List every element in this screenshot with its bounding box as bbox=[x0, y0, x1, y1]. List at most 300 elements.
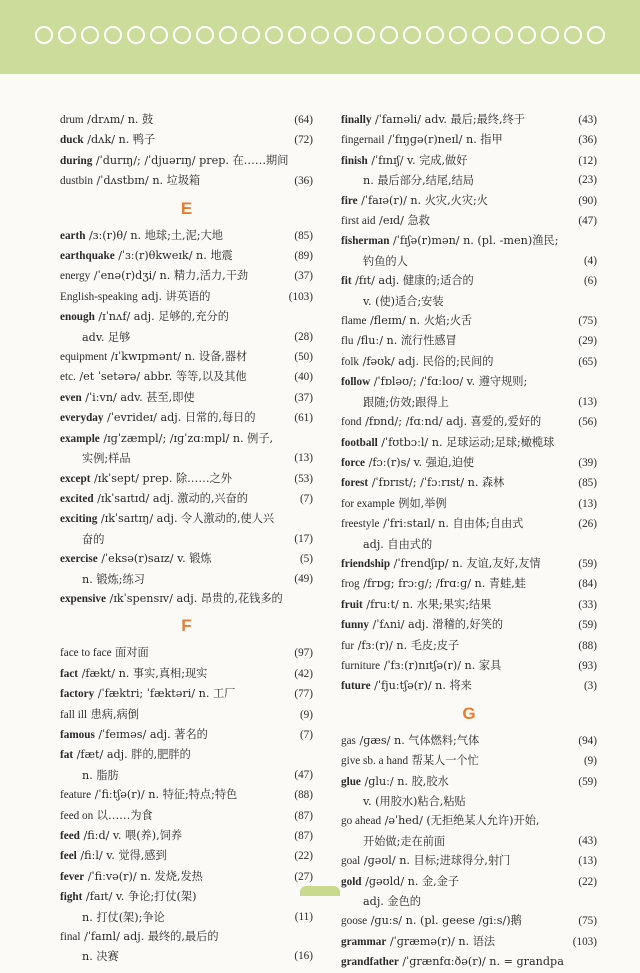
definition: /ˈfjuːtʃə(r)/ n. 将来 bbox=[370, 679, 472, 693]
headword: feed on bbox=[60, 809, 94, 822]
page-ref: (103) bbox=[572, 935, 597, 948]
definition: /fɪt/ adj. 健康的;适合的 bbox=[351, 274, 474, 288]
entry-continuation bbox=[341, 535, 597, 554]
entry-continuation bbox=[60, 908, 313, 927]
dictionary-entry bbox=[60, 347, 313, 367]
decorative-circles bbox=[0, 26, 640, 52]
dictionary-entry bbox=[341, 636, 597, 656]
definition: /ˈɜː(r)θkweɪk/ n. 地震 bbox=[114, 249, 233, 263]
definition: /ɡuːs/ n. (pl. geese /ɡiːs/)鹅 bbox=[367, 914, 522, 928]
circle-ornament bbox=[495, 26, 513, 44]
continuation-text: n. 打仗(架);争论 bbox=[82, 910, 165, 924]
headword: fruit bbox=[341, 598, 363, 611]
circle-ornament bbox=[564, 26, 582, 44]
page-ref: (93) bbox=[578, 659, 597, 672]
definition: /ˈfʌni/ adj. 滑稽的,好笑的 bbox=[369, 618, 504, 632]
dictionary-entry bbox=[60, 110, 313, 130]
headword: fall ill bbox=[60, 708, 88, 721]
definition: /ˈiːvn/ adv. 甚至,即使 bbox=[81, 390, 195, 404]
dictionary-entry bbox=[60, 725, 313, 745]
headword: drum bbox=[60, 114, 84, 126]
page-ref: (94) bbox=[578, 734, 597, 747]
definition: /ˈenə(r)dʒi/ n. 精力,活力,干劲 bbox=[90, 269, 249, 283]
definition: 患病,病倒 bbox=[87, 707, 139, 721]
headword: fond bbox=[341, 416, 362, 429]
headword: freestyle bbox=[341, 518, 380, 531]
headword: fact bbox=[60, 667, 79, 680]
dictionary-entry bbox=[341, 751, 597, 771]
page-ref: (87) bbox=[294, 830, 313, 842]
headword: finally bbox=[341, 114, 372, 126]
definition: /ˈeksə(r)saɪz/ v. 锻炼 bbox=[97, 552, 212, 566]
definition: /ˈevrideɪ/ adj. 日常的,每日的 bbox=[103, 411, 256, 425]
circle-ornament bbox=[58, 26, 76, 44]
page-ref: (7) bbox=[299, 728, 313, 741]
page-ref: (103) bbox=[288, 290, 313, 303]
headword: go ahead bbox=[341, 815, 382, 828]
page-ref: (13) bbox=[578, 497, 597, 510]
headword: grammar bbox=[341, 935, 387, 948]
headword: except bbox=[60, 472, 91, 485]
dictionary-entry bbox=[60, 469, 313, 489]
headword: equipment bbox=[60, 351, 108, 364]
definition: /ˈfrendʃɪp/ n. 友谊,友好,友情 bbox=[390, 556, 541, 570]
dictionary-entry bbox=[60, 408, 313, 428]
page-ref: (53) bbox=[294, 472, 313, 485]
left-column bbox=[60, 110, 313, 967]
dictionary-entry bbox=[341, 130, 597, 150]
circle-ornament bbox=[357, 26, 375, 44]
headword: fight bbox=[60, 891, 83, 904]
headword: fat bbox=[60, 749, 74, 762]
definition: /ɪɡˈzæmpl/; /ɪɡˈzɑːmpl/ n. 例子, bbox=[99, 431, 274, 445]
page-ref: (5) bbox=[299, 553, 313, 566]
headword: friendship bbox=[341, 557, 391, 570]
circle-ornament bbox=[35, 26, 53, 44]
dictionary-entry bbox=[60, 509, 313, 529]
definition: /fəʊk/ adj. 民俗的;民间的 bbox=[359, 354, 494, 368]
definition: /ɡluː/ n. 胶,胶水 bbox=[360, 774, 449, 788]
headword: finish bbox=[341, 154, 368, 167]
headword: fire bbox=[341, 194, 358, 207]
definition: /ɜː(r)θ/ n. 地球;土,泥;大地 bbox=[85, 228, 223, 242]
headword: future bbox=[341, 680, 371, 693]
definition: /ˈfiːvə(r)/ n. 发烧,发热 bbox=[84, 869, 203, 883]
definition: /ɪkˈsaɪtɪd/ adj. 激动的,兴奋的 bbox=[93, 491, 248, 505]
continuation-text: n. 脂肪 bbox=[82, 768, 119, 782]
headword: goal bbox=[341, 855, 361, 868]
circle-ornament bbox=[449, 26, 467, 44]
headword: enough bbox=[60, 311, 95, 324]
entry-continuation bbox=[341, 832, 597, 851]
headword: exercise bbox=[60, 553, 98, 566]
page-ref: (3) bbox=[583, 680, 597, 693]
headword: forest bbox=[341, 477, 369, 490]
definition: /ɪˈkwɪpmənt/ n. 设备,器材 bbox=[107, 350, 248, 364]
definition: /ɡəʊl/ n. 目标;进球得分,射门 bbox=[360, 854, 511, 868]
definition: /fiːd/ v. 喂(养),饲养 bbox=[79, 829, 183, 842]
headword: feature bbox=[60, 789, 92, 802]
dictionary-entry bbox=[60, 287, 313, 307]
dictionary-entry bbox=[60, 643, 313, 663]
circle-ornament bbox=[196, 26, 214, 44]
dictionary-entry bbox=[60, 664, 313, 684]
page-tab bbox=[300, 886, 340, 896]
dictionary-entry bbox=[341, 331, 597, 351]
dictionary-entry bbox=[60, 705, 313, 725]
page-ref: (43) bbox=[578, 114, 597, 126]
entries-f-right bbox=[341, 110, 597, 697]
dictionary-entry bbox=[60, 171, 313, 191]
headword: football bbox=[341, 436, 378, 449]
continuation-text: 奋的 bbox=[82, 532, 105, 546]
entry-continuation bbox=[341, 252, 597, 271]
page-ref: (13) bbox=[578, 855, 597, 868]
circle-ornament bbox=[541, 26, 559, 44]
circle-ornament bbox=[334, 26, 352, 44]
headword: fur bbox=[341, 639, 355, 652]
entries-e bbox=[60, 226, 313, 610]
page-ref: (72) bbox=[294, 134, 313, 147]
page-ref: (59) bbox=[578, 557, 597, 570]
definition: /faɪt/ v. 争论;打仗(架) bbox=[82, 890, 197, 904]
definition: /ˈfɪʃə(r)mən/ n. (pl. -men)渔民; bbox=[389, 234, 559, 248]
headword: example bbox=[60, 432, 100, 445]
circle-ornament bbox=[311, 26, 329, 44]
entries-d bbox=[60, 110, 313, 192]
dictionary-entry bbox=[60, 266, 313, 286]
section-letter-e: E bbox=[180, 198, 193, 218]
continuation-text: v. (使)适合;安装 bbox=[363, 294, 444, 308]
dictionary-entry bbox=[60, 130, 313, 150]
page-ref: (49) bbox=[294, 572, 313, 585]
circle-ornament bbox=[219, 26, 237, 44]
headword: fingernail bbox=[341, 134, 385, 147]
page-ref: (23) bbox=[578, 174, 597, 187]
headword: for example bbox=[341, 497, 395, 510]
page-ref: (97) bbox=[294, 647, 313, 660]
dictionary-entry bbox=[341, 554, 597, 574]
dictionary-entry bbox=[341, 932, 597, 952]
headword: final bbox=[60, 931, 81, 944]
dictionary-entry bbox=[341, 872, 597, 892]
page-ref: (27) bbox=[294, 870, 313, 883]
page-ref: (37) bbox=[294, 391, 313, 404]
dictionary-entry bbox=[60, 489, 313, 509]
headword: fever bbox=[60, 870, 85, 883]
definition: /ˈfʊtbɔːl/ n. 足球运动;足球;橄榄球 bbox=[377, 435, 555, 449]
definition: /frɒɡ; frɔːɡ/; /frɑːɡ/ n. 青蛙,蛙 bbox=[359, 577, 526, 591]
definition: /fæt/ adj. 胖的,肥胖的 bbox=[73, 748, 191, 762]
page-ref: (12) bbox=[578, 154, 597, 167]
circle-ornament bbox=[426, 26, 444, 44]
headword: English-speaking bbox=[60, 290, 138, 303]
definition: /ˈfɪŋɡə(r)neɪl/ n. 指甲 bbox=[384, 133, 503, 147]
headword: feel bbox=[60, 850, 77, 863]
section-letter-f: F bbox=[181, 616, 192, 636]
dictionary-entry bbox=[341, 494, 597, 514]
page-ref: (42) bbox=[294, 667, 313, 680]
dictionary-entry bbox=[60, 867, 313, 887]
dictionary-entry bbox=[341, 311, 597, 331]
page-ref: (26) bbox=[578, 518, 597, 531]
page-ref: (9) bbox=[299, 708, 313, 721]
headword: fit bbox=[341, 275, 352, 288]
definition: /ˈfeɪməs/ adj. 著名的 bbox=[94, 727, 208, 741]
headword: earth bbox=[60, 229, 86, 242]
dictionary-entry bbox=[60, 151, 313, 171]
dictionary-entry bbox=[341, 151, 597, 171]
entry-continuation bbox=[60, 530, 313, 549]
definition: /ˈfæktri; ˈfæktəri/ n. 工厂 bbox=[94, 687, 236, 701]
page-ref: (85) bbox=[578, 477, 597, 490]
dictionary-entry bbox=[341, 851, 597, 871]
headword: give sb. a hand bbox=[341, 755, 409, 768]
definition: /ˈfɜː(r)nɪtʃə(r)/ n. 家具 bbox=[380, 658, 502, 672]
dictionary-entry bbox=[341, 191, 597, 211]
definition: /əˈhed/ (无拒绝某人允许)开始, bbox=[381, 814, 540, 828]
headword: during bbox=[60, 154, 93, 167]
continuation-text: 开始做;走在前面 bbox=[363, 834, 446, 848]
dictionary-entry bbox=[60, 549, 313, 569]
dictionary-entry bbox=[341, 911, 597, 931]
continuation-text: n. 决赛 bbox=[82, 950, 119, 964]
dictionary-entry bbox=[60, 246, 313, 266]
page-ref: (13) bbox=[578, 395, 597, 408]
dictionary-entry bbox=[341, 952, 597, 972]
headword: energy bbox=[60, 270, 91, 283]
page-ref: (17) bbox=[294, 532, 313, 545]
dictionary-entry bbox=[60, 388, 313, 408]
page-ref: (75) bbox=[578, 315, 597, 328]
headword: excited bbox=[60, 492, 94, 505]
headword: expensive bbox=[60, 592, 106, 605]
entry-continuation bbox=[341, 171, 597, 190]
headword: earthquake bbox=[60, 250, 115, 263]
headword: etc. bbox=[60, 371, 76, 384]
dictionary-entry bbox=[60, 684, 313, 704]
page-ref: (4) bbox=[583, 254, 597, 267]
page-ref: (36) bbox=[294, 175, 313, 188]
definition: /ˈdurɪŋ/; /ˈdjuərɪŋ/ prep. 在……期间 bbox=[92, 153, 289, 167]
page-ref: (16) bbox=[294, 950, 313, 963]
page-ref: (59) bbox=[578, 619, 597, 632]
dictionary-entry bbox=[341, 231, 597, 251]
header-band bbox=[0, 0, 640, 74]
page-ref: (65) bbox=[578, 355, 597, 368]
definition: /fækt/ n. 事实,真相;现实 bbox=[78, 666, 208, 680]
page-ref: (22) bbox=[578, 875, 597, 888]
page-ref: (6) bbox=[583, 275, 597, 288]
headword: famous bbox=[60, 728, 95, 741]
definition: /ˈfriːstaɪl/ n. 自由体;自由式 bbox=[379, 517, 524, 531]
definition: /fiːl/ v. 觉得,感到 bbox=[76, 849, 167, 863]
definition: /ˈfaɪnəli/ adv. 最后;最终,终于 bbox=[371, 113, 525, 126]
circle-ornament bbox=[518, 26, 536, 44]
page-ref: (37) bbox=[294, 270, 313, 283]
headword: face to face bbox=[60, 647, 112, 660]
continuation-text: n. 锻炼;练习 bbox=[82, 572, 145, 586]
continuation-text: adv. 足够 bbox=[82, 330, 131, 344]
circle-ornament bbox=[288, 26, 306, 44]
section-letter-g: G bbox=[462, 703, 476, 723]
definition: /eɪd/ 急救 bbox=[375, 214, 430, 228]
page-ref: (75) bbox=[578, 915, 597, 928]
dictionary-entry bbox=[60, 826, 313, 846]
page-ref: (50) bbox=[294, 351, 313, 364]
page-ref: (56) bbox=[578, 416, 597, 429]
circle-ornament bbox=[173, 26, 191, 44]
continuation-text: v. (用胶水)粘合,粘贴 bbox=[363, 795, 466, 808]
headword: gold bbox=[341, 875, 362, 888]
definition: /ˈfɪnɪʃ/ v. 完成,做好 bbox=[367, 153, 468, 167]
page-ref: (90) bbox=[578, 194, 597, 207]
definition: /fruːt/ n. 水果;果实;结果 bbox=[362, 597, 492, 611]
definition: 以……为食 bbox=[93, 808, 153, 822]
dictionary-entry bbox=[341, 676, 597, 696]
page-ref: (85) bbox=[294, 229, 313, 242]
dictionary-entry bbox=[60, 806, 313, 826]
circle-ornament bbox=[150, 26, 168, 44]
definition: /ˈfaɪə(r)/ n. 火灾,火灾;火 bbox=[357, 193, 488, 207]
page-ref: (29) bbox=[578, 335, 597, 348]
circle-ornament bbox=[380, 26, 398, 44]
headword: exciting bbox=[60, 513, 98, 526]
dictionary-entry bbox=[341, 595, 597, 615]
continuation-text: n. 最后部分,结尾,结局 bbox=[363, 174, 474, 188]
definition: /fɔː(r)s/ v. 强迫,迫使 bbox=[365, 455, 475, 469]
headword: goose bbox=[341, 915, 368, 928]
headword: factory bbox=[60, 688, 95, 701]
dictionary-entry bbox=[341, 352, 597, 372]
headword: follow bbox=[341, 376, 371, 389]
headword: folk bbox=[341, 355, 360, 368]
entry-continuation bbox=[341, 792, 597, 811]
dictionary-entry bbox=[341, 656, 597, 676]
headword: dustbin bbox=[60, 175, 93, 188]
definition: /ɪkˈsaɪtɪŋ/ adj. 令人激动的,使人兴 bbox=[97, 512, 275, 526]
entry-continuation bbox=[341, 393, 597, 412]
right-column bbox=[341, 110, 597, 973]
definition: /drʌm/ n. 鼓 bbox=[83, 113, 154, 126]
page-ref: (13) bbox=[294, 452, 313, 465]
dictionary-entry bbox=[341, 211, 597, 231]
page-ref: (39) bbox=[578, 456, 597, 469]
page-ref: (7) bbox=[299, 492, 313, 505]
page-ref: (64) bbox=[294, 114, 313, 126]
page-ref: (88) bbox=[294, 789, 313, 802]
headword: glue bbox=[341, 775, 361, 788]
continuation-text: 跟随;仿效;跟得上 bbox=[363, 395, 449, 409]
dictionary-entry bbox=[341, 433, 597, 453]
page-ref: (88) bbox=[578, 639, 597, 652]
dictionary-entry bbox=[60, 745, 313, 765]
dictionary-entry bbox=[341, 615, 597, 635]
page-ref: (33) bbox=[578, 598, 597, 611]
headword: everyday bbox=[60, 412, 104, 425]
headword: furniture bbox=[341, 659, 381, 672]
dictionary-entry bbox=[341, 574, 597, 594]
page-ref: (40) bbox=[294, 371, 313, 384]
dictionary-entry bbox=[341, 772, 597, 792]
definition: /ˈɡræmə(r)/ n. 语法 bbox=[386, 934, 496, 948]
dictionary-entry bbox=[60, 927, 313, 947]
page-ref: (11) bbox=[294, 910, 313, 923]
page-ref: (36) bbox=[578, 134, 597, 147]
definition: /fleɪm/ n. 火焰;火舌 bbox=[366, 314, 473, 328]
dictionary-entry bbox=[341, 372, 597, 392]
entry-continuation bbox=[60, 766, 313, 785]
definition: /ˈfaɪnl/ adj. 最终的,最后的 bbox=[80, 930, 219, 944]
definition: 面对面 bbox=[111, 646, 149, 660]
entry-continuation bbox=[341, 292, 597, 311]
circle-ornament bbox=[81, 26, 99, 44]
continuation-text: 实例;样品 bbox=[82, 452, 131, 466]
page-ref: (43) bbox=[578, 834, 597, 847]
continuation-text: 钓鱼的人 bbox=[363, 254, 408, 268]
dictionary-entry bbox=[341, 811, 597, 831]
dictionary-entry bbox=[341, 453, 597, 473]
page-ref: (89) bbox=[294, 250, 313, 263]
headword: fisherman bbox=[341, 235, 390, 248]
definition: /et ˈsetərə/ abbr. 等等,以及其他 bbox=[75, 370, 247, 384]
circle-ornament bbox=[127, 26, 145, 44]
entry-continuation bbox=[60, 570, 313, 589]
definition: /fɜː(r)/ n. 毛皮;皮子 bbox=[354, 638, 460, 652]
headword: flame bbox=[341, 315, 367, 328]
dictionary-entry bbox=[341, 110, 597, 130]
dictionary-entry bbox=[60, 785, 313, 805]
definition: /ˈfɒləʊ/; /ˈfɑːloʊ/ v. 遵守规则; bbox=[370, 375, 528, 389]
dictionary-entry bbox=[60, 226, 313, 246]
circle-ornament bbox=[403, 26, 421, 44]
headword: feed bbox=[60, 830, 80, 842]
definition: /ˈɡrænfɑːðə(r)/ n. = grandpa bbox=[398, 955, 564, 969]
entry-continuation bbox=[60, 947, 313, 966]
entry-continuation bbox=[341, 892, 597, 911]
dictionary-entry bbox=[60, 887, 313, 907]
definition: 帮某人一个忙 bbox=[408, 754, 479, 768]
dictionary-entry bbox=[341, 473, 597, 493]
definition: 例如,举例 bbox=[394, 496, 447, 510]
dictionary-entry bbox=[341, 514, 597, 534]
dictionary-entry bbox=[341, 271, 597, 291]
headword: gas bbox=[341, 734, 356, 747]
page-ref: (87) bbox=[294, 809, 313, 822]
definition: /ˈdʌstbɪn/ n. 垃圾箱 bbox=[92, 174, 201, 188]
entry-continuation bbox=[60, 328, 313, 347]
dictionary-entry bbox=[60, 846, 313, 866]
headword: duck bbox=[60, 134, 84, 147]
dictionary-entry bbox=[60, 367, 313, 387]
definition: /dʌk/ n. 鸭子 bbox=[83, 133, 156, 147]
headword: flu bbox=[341, 335, 354, 348]
definition: /ɪkˈspensɪv/ adj. 昂贵的,花钱多的 bbox=[106, 591, 283, 605]
dictionary-entry bbox=[60, 307, 313, 327]
headword: frog bbox=[341, 578, 360, 591]
page-ref: (47) bbox=[578, 215, 597, 228]
circle-ornament bbox=[472, 26, 490, 44]
definition: /ɡəʊld/ n. 金,金子 bbox=[361, 874, 460, 888]
headword: even bbox=[60, 391, 82, 404]
entry-continuation bbox=[60, 449, 313, 468]
circle-ornament bbox=[242, 26, 260, 44]
page-ref: (9) bbox=[583, 755, 597, 768]
page-ref: (47) bbox=[294, 768, 313, 781]
definition: /ɪˈnʌf/ adj. 足够的,充分的 bbox=[94, 310, 229, 324]
headword: funny bbox=[341, 619, 369, 632]
page-ref: (59) bbox=[578, 775, 597, 788]
